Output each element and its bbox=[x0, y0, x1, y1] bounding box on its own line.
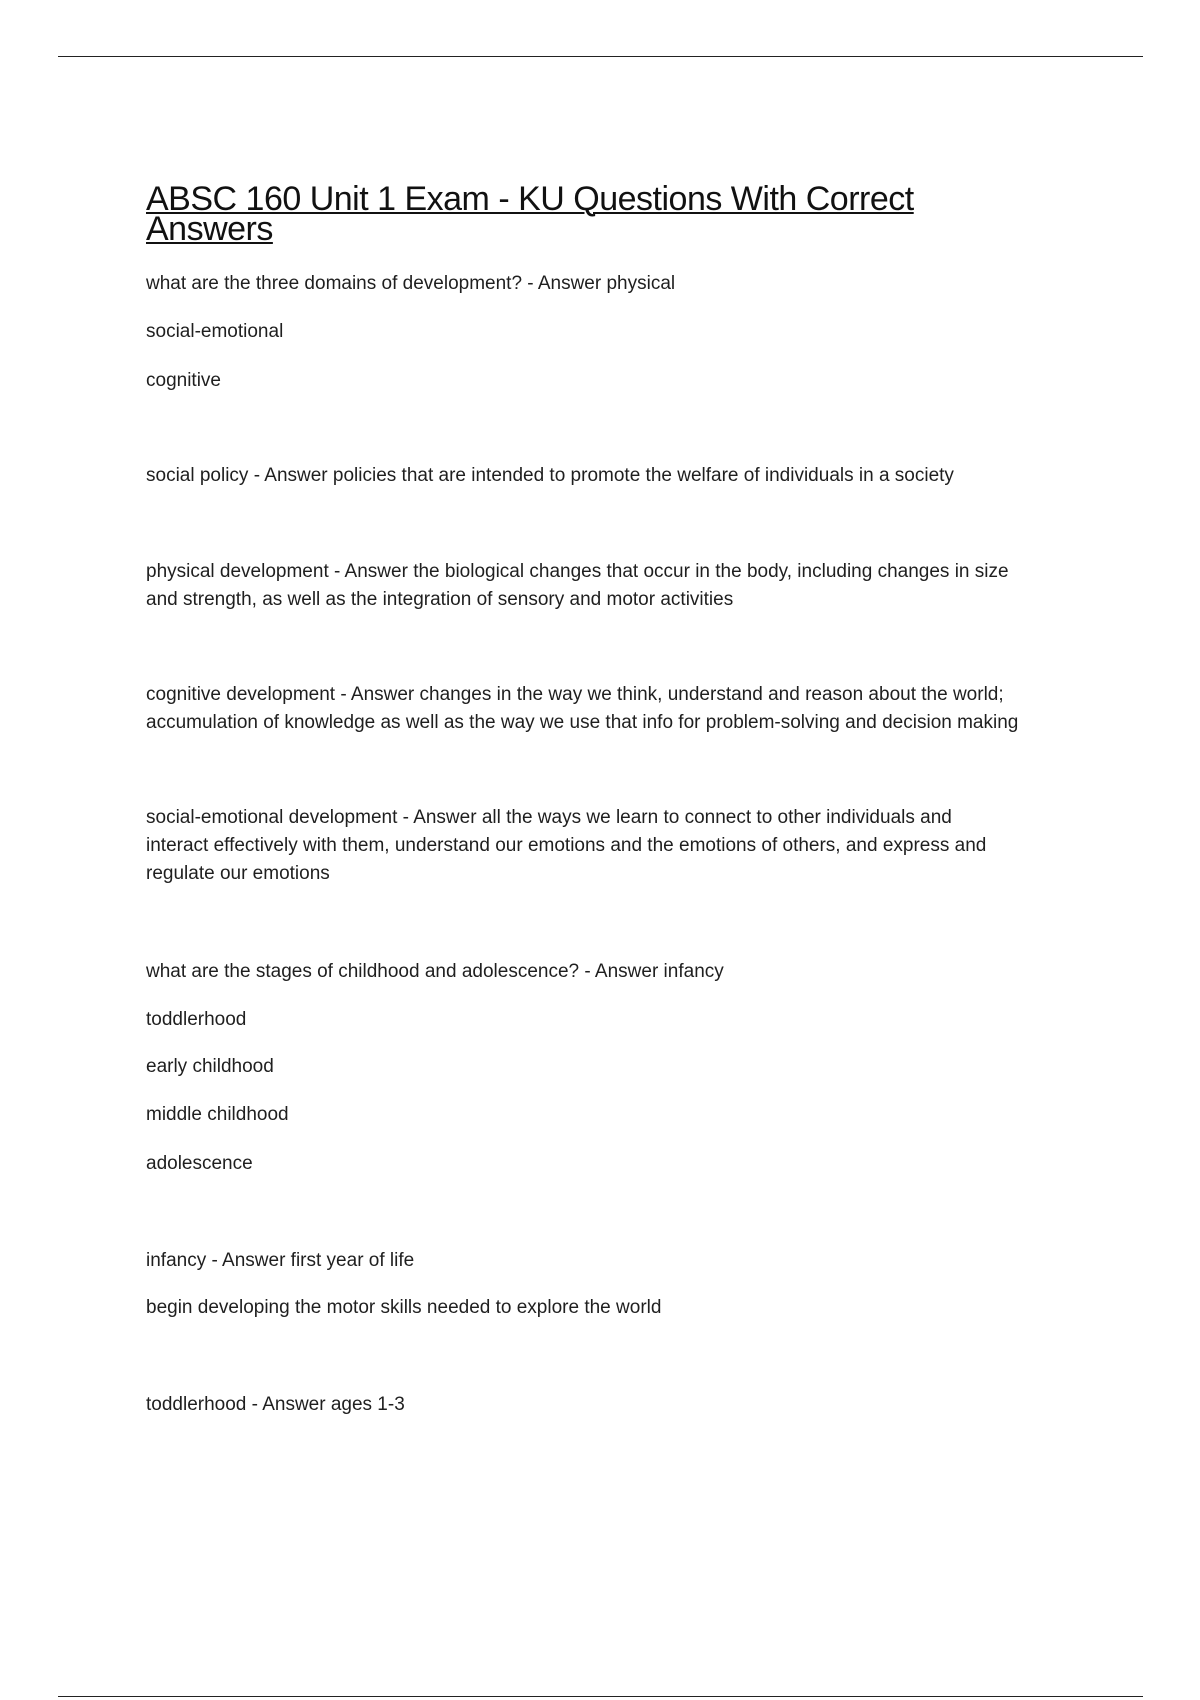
top-divider bbox=[58, 56, 1143, 57]
text-line: social policy - Answer policies that are intended to promote the welfare of individuals in a society bbox=[146, 465, 954, 486]
text-line: adolescence bbox=[146, 1153, 253, 1174]
document-title: ABSC 160 Unit 1 Exam - KU Questions With Correct Answers bbox=[146, 180, 914, 248]
text-line: cognitive bbox=[146, 370, 221, 391]
text-line: toddlerhood bbox=[146, 1009, 247, 1030]
text-line: and strength, as well as the integration of sensory and motor activities bbox=[146, 589, 734, 610]
text-line: physical development - Answer the biological changes that occur in the body, including changes in size bbox=[146, 561, 1009, 582]
text-line: toddlerhood - Answer ages 1-3 bbox=[146, 1394, 405, 1415]
text-line: interact effectively with them, understand our emotions and the emotions of others, and express and bbox=[146, 835, 987, 856]
text-line: regulate our emotions bbox=[146, 863, 330, 884]
text-line: early childhood bbox=[146, 1056, 274, 1077]
text-line: accumulation of knowledge as well as the way we use that info for problem-solving and decision making bbox=[146, 712, 1019, 733]
text-line: what are the stages of childhood and adolescence? - Answer infancy bbox=[146, 961, 724, 982]
text-line: social-emotional bbox=[146, 321, 284, 342]
text-line: cognitive development - Answer changes in the way we think, understand and reason about the world; bbox=[146, 684, 1004, 705]
bottom-divider bbox=[58, 1696, 1143, 1697]
text-line: begin developing the motor skills needed to explore the world bbox=[146, 1297, 662, 1318]
text-line: infancy - Answer first year of life bbox=[146, 1250, 415, 1271]
text-line: what are the three domains of development? - Answer physical bbox=[146, 273, 676, 294]
text-line: social-emotional development - Answer all the ways we learn to connect to other individuals and bbox=[146, 807, 952, 828]
text-line: middle childhood bbox=[146, 1104, 289, 1125]
